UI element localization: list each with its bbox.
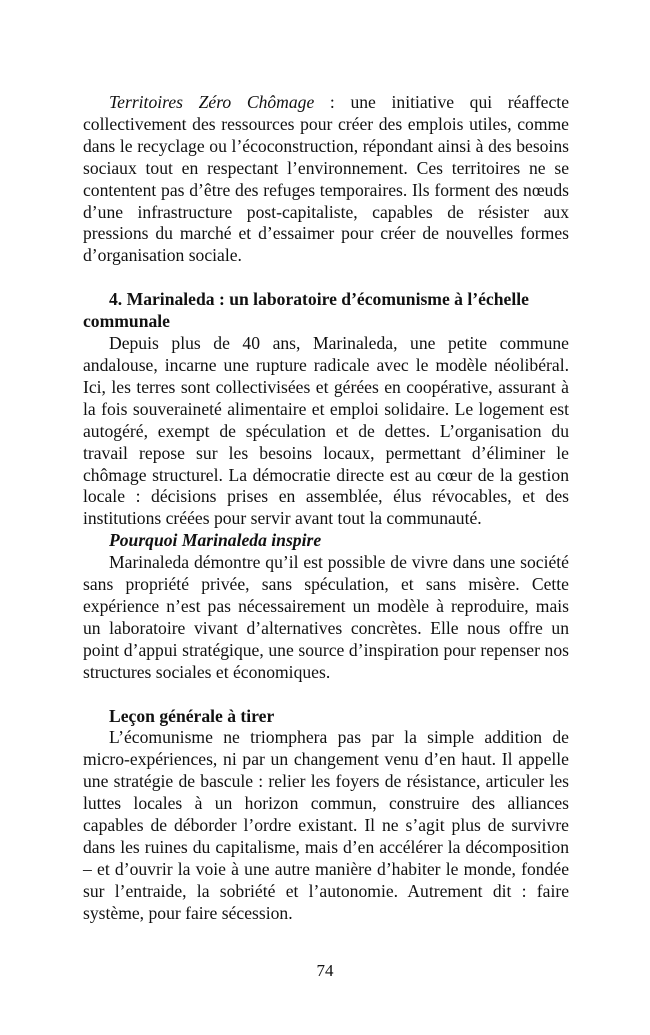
lesson-paragraph: L’écomunisme ne triomphera pas par la simple addition de micro-expériences, ni par un changement venu d’en haut. Il appelle une stratégie de bascule : relier les foyers de résistance, articuler les luttes locales à un horizon commun, construire des alliances capables de déborder l’ordre existant. Il ne s’agit plus de survivre dans les ruines du capitalisme, mais d’en accélérer la décomposition – et d’ouvrir la voie à une autre manière d’habiter le monde, fondée sur l’entraide, la sobriété et l’autonomie. Autrement dit : faire système, pour faire sécession. (83, 727, 569, 923)
page-number: 74 (316, 961, 334, 980)
territoires-title: Territoires Zéro Chômage (109, 92, 315, 112)
intro-paragraph-text: : une initiative qui réaffecte collectivement des ressources pour créer des emplois utiles, comme dans le recyclage ou l’écoconstruction, répondant ainsi à des besoins sociaux tout en respectant l’environnement. Ces territoires ne se contentent pas d’être des refuges temporaires. Ils forment des nœuds d’une infrastructure post-capitaliste, capables de résister aux pressions du marché et d’essaimer pour créer de nouvelles formes d’organisation sociale. (83, 92, 569, 266)
intro-paragraph (83, 92, 569, 267)
page-body (83, 92, 569, 925)
marinaleda-paragraph: Depuis plus de 40 ans, Marinaleda, une petite commune andalouse, incarne une rupture radicale avec le modèle néolibéral. Ici, les terres sont collectivisées et gérées en coopérative, assurant à la fois souveraineté alimentaire et emploi solidaire. Le logement est autogéré, exempt de spéculation et de dettes. L’organisation du travail repose sur les besoins locaux, permettant d’éliminer le chômage structurel. La démocratie directe est au cœur de la gestion locale : décisions prises en assemblée, élus révocables, et des institutions créées pour servir avant tout la communauté. (83, 333, 569, 529)
spacer (83, 267, 569, 289)
marinaleda-inspire-paragraph: Marinaleda démontre qu’il est possible de vivre dans une société sans propriété privée, sans spéculation, et sans misère. Cette expérience n’est pas nécessairement un modèle à reproduire, mais un laboratoire vivant d’alternatives concrètes. Elle nous offre un point d’appui stratégique, une source d’inspiration pour repenser nos structures sociales et économiques. (83, 552, 569, 682)
spacer (83, 684, 569, 706)
marinaleda-subheading: Pourquoi Marinaleda inspire (109, 530, 322, 551)
lesson-heading: Leçon générale à tirer (109, 705, 275, 726)
section-4-heading: 4. Marinaleda : un laboratoire d’écomunisme à l’échelle communale (83, 289, 529, 332)
